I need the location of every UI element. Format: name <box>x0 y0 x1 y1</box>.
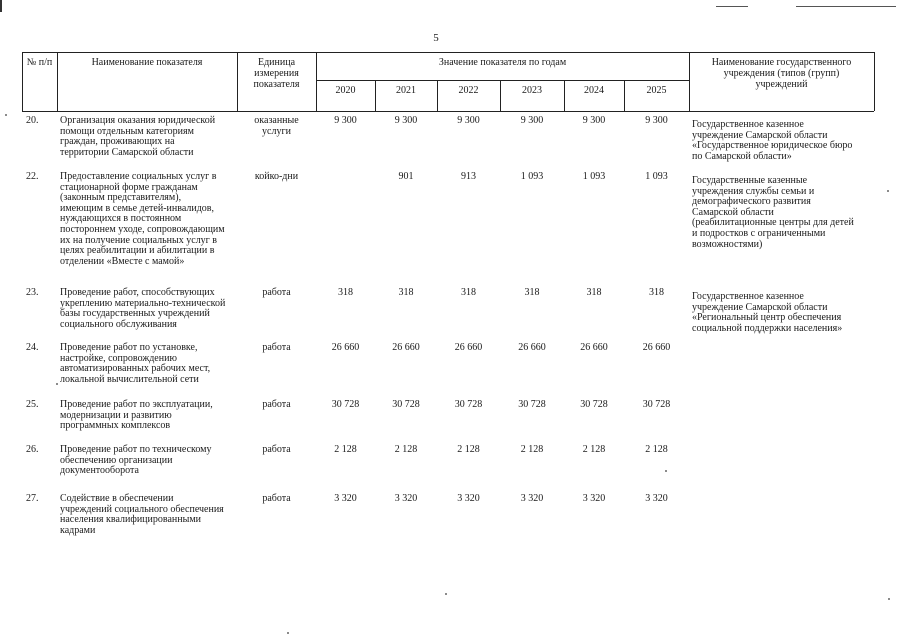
row-value-2021: 901 <box>398 171 414 182</box>
row-value-2025: 2 128 <box>645 444 668 455</box>
scan-artifact-top-left <box>0 0 2 12</box>
row-value-2025: 3 320 <box>645 493 668 504</box>
row-value-2020: 3 320 <box>334 493 357 504</box>
row-number: 23. <box>26 287 39 298</box>
row-indicator-name-line: постороннем уходе, сопровождающим <box>60 223 225 235</box>
row-value-2023: 318 <box>524 287 540 298</box>
row-indicator-name-line: учреждений социального обеспечения <box>60 503 224 515</box>
row-institution-line: Самарской области <box>692 206 774 218</box>
scan-speck <box>665 470 667 472</box>
row-indicator-name-line: их на получение социальных услуг в <box>60 234 218 246</box>
row-value-2020: 2 128 <box>334 444 357 455</box>
row-value-2022: 26 660 <box>454 342 483 353</box>
years-divider-line <box>316 80 689 81</box>
row-unit-line: работа <box>262 399 291 410</box>
row-number: 27. <box>26 493 39 504</box>
row-unit <box>237 343 316 354</box>
row-indicator-name-line: населения квалифицированными <box>60 514 202 526</box>
row-indicator-name-line: (законным представителям), <box>60 192 182 204</box>
row-institution-line: учреждения службы семьи и <box>692 185 815 197</box>
row-value-2024: 9 300 <box>582 115 606 126</box>
row-institution-line: учреждение Самарской области <box>692 129 828 141</box>
row-value-2024: 26 660 <box>580 342 608 353</box>
row-indicator-name-line: Проведение работ по техническому <box>60 444 212 455</box>
row-value-2024: 3 320 <box>582 493 606 504</box>
row-value-2023: 26 660 <box>518 342 546 353</box>
row-unit <box>237 400 316 411</box>
row-indicator-name-line: Организация оказания юридической <box>60 115 216 126</box>
header-num: № п/п <box>26 57 53 68</box>
row-institution-line: «Региональный центр обеспечения <box>692 312 842 324</box>
scan-speck <box>445 593 447 595</box>
row-value-2021: 3 320 <box>394 493 418 504</box>
row-indicator-name-line: стационарной форме гражданам <box>60 181 198 193</box>
row-value-2024: 318 <box>586 287 602 298</box>
row-value-2022: 9 300 <box>457 115 480 126</box>
row-unit <box>237 288 316 299</box>
header-unit-line: измерения <box>254 68 299 79</box>
row-unit-line: работа <box>262 342 291 353</box>
row-indicator-name-line: социального обслуживания <box>60 318 177 330</box>
row-value-2025: 318 <box>649 287 664 298</box>
row-value-2022: 2 128 <box>457 444 480 455</box>
row-indicator-name-line: территории Самарской области <box>60 146 194 158</box>
row-institution-line: Государственное казенное <box>692 119 804 130</box>
row-value-2022: 913 <box>461 171 476 182</box>
header-institution-line: Наименование государственного <box>711 57 852 68</box>
row-indicator-name-line: Предоставление социальных услуг в <box>60 171 217 182</box>
row-indicator-name-line: Проведение работ, способствующих <box>60 287 215 298</box>
row-value-2024: 2 128 <box>582 444 606 455</box>
header-top-line <box>22 52 874 53</box>
header-institution <box>689 57 874 90</box>
row-institution <box>692 176 874 250</box>
row-value-2025: 26 660 <box>642 342 671 353</box>
row-value-2025: 1 093 <box>645 171 668 182</box>
row-indicator-name <box>60 288 238 330</box>
row-indicator-name-line: имеющим в семье детей-инвалидов, <box>60 202 215 214</box>
row-value-2025: 9 300 <box>645 115 668 126</box>
row-unit-line: работа <box>262 444 291 455</box>
row-number: 26. <box>26 444 39 455</box>
scan-speck <box>888 598 890 600</box>
row-institution-line: учреждение Самарской области <box>692 301 828 313</box>
row-indicator-name-line: базы государственных учреждений <box>60 308 210 320</box>
scan-artifact-top-right <box>716 6 748 7</box>
page-number: 5 <box>433 32 439 44</box>
row-institution-line: демографического развития <box>692 196 811 208</box>
row-institution-line: Государственное казенное <box>692 291 804 302</box>
row-value-2024: 30 728 <box>580 399 608 410</box>
row-institution-line: социальной поддержки населения» <box>692 322 843 334</box>
row-value-2025: 30 728 <box>642 399 671 410</box>
row-unit-line: койко-дни <box>254 171 299 182</box>
row-value-2021: 2 128 <box>394 444 418 455</box>
row-value-2020: 318 <box>338 287 353 298</box>
row-indicator-name <box>60 343 238 385</box>
row-unit <box>237 445 316 456</box>
header-bottom-line <box>22 111 874 112</box>
header-institution-line: учреждения (типов (групп) <box>723 68 840 79</box>
row-unit <box>237 494 316 505</box>
row-indicator-name <box>60 445 238 477</box>
row-value-2021: 9 300 <box>394 115 418 126</box>
row-unit-line: услуги <box>262 125 291 137</box>
scan-speck <box>887 190 889 192</box>
header-year: 2022 <box>458 85 479 96</box>
scan-speck <box>5 114 7 116</box>
row-indicator-name-line: документооборота <box>60 465 139 477</box>
row-value-2021: 318 <box>398 287 414 298</box>
scan-speck <box>287 632 289 634</box>
row-value-2023: 30 728 <box>518 399 546 410</box>
row-indicator-name-line: целях реабилитации и абилитации в <box>60 245 215 257</box>
row-value-2023: 3 320 <box>520 493 544 504</box>
row-indicator-name-line: автоматизированных рабочих мест, <box>60 363 211 375</box>
row-indicator-name-line: Содействие в обеспечении <box>60 493 174 504</box>
row-value-2020: 30 728 <box>331 399 360 410</box>
row-value-2022: 318 <box>461 287 476 298</box>
row-indicator-name-line: настройке, сопровождению <box>60 352 177 364</box>
row-indicator-name-line: модернизации и развитию <box>60 409 172 421</box>
row-unit <box>237 172 316 183</box>
row-institution-line: Государственные казенные <box>692 175 808 186</box>
row-indicator-name-line: отделении «Вместе с мамой» <box>60 255 185 267</box>
row-unit-line: оказанные <box>254 115 299 126</box>
header-year: 2020 <box>335 85 356 96</box>
row-number: 24. <box>26 342 39 353</box>
row-institution-line: по Самарской области» <box>692 150 792 162</box>
row-indicator-name <box>60 400 238 432</box>
row-indicator-name-line: локальной вычислительной сети <box>60 373 199 385</box>
row-indicator-name-line: помощи отдельным категориям <box>60 125 194 137</box>
header-year: 2024 <box>584 85 604 96</box>
row-indicator-name <box>60 116 238 158</box>
header-name: Наименование показателя <box>91 57 203 68</box>
row-value-2021: 30 728 <box>392 399 420 410</box>
row-indicator-name-line: обеспечению организации <box>60 454 173 466</box>
header-unit-line: показателя <box>253 79 300 90</box>
row-unit <box>237 116 316 137</box>
row-institution-line: «Государственное юридическое бюро <box>692 140 853 152</box>
row-institution-line: и подростков с ограниченными <box>692 227 826 239</box>
row-value-2024: 1 093 <box>582 171 606 182</box>
row-indicator-name-line: кадрами <box>60 524 96 536</box>
row-number: 25. <box>26 399 39 410</box>
row-indicator-name-line: программных комплексов <box>60 420 171 432</box>
row-value-2020: 9 300 <box>334 115 357 126</box>
row-value-2023: 2 128 <box>520 444 544 455</box>
header-unit <box>237 57 316 90</box>
row-indicator-name-line: Проведение работ по установке, <box>60 342 198 353</box>
header-values-group: Значение показателя по годам <box>438 57 567 68</box>
header-year: 2023 <box>522 85 542 96</box>
row-value-2022: 3 320 <box>457 493 480 504</box>
row-institution <box>692 292 874 334</box>
header-column-border <box>874 52 875 111</box>
header-unit-line: Единица <box>257 57 296 68</box>
scan-speck <box>56 383 58 385</box>
row-value-2023: 1 093 <box>520 171 544 182</box>
row-indicator-name-line: укреплению материально-технической <box>60 297 226 309</box>
row-value-2023: 9 300 <box>520 115 544 126</box>
scan-artifact-top-right-2 <box>796 6 896 7</box>
row-indicator-name-line: граждан, проживающих на <box>60 136 175 148</box>
row-indicator-name-line: Проведение работ по эксплуатации, <box>60 399 213 410</box>
row-indicator-name <box>60 494 238 536</box>
row-unit-line: работа <box>262 287 291 298</box>
row-value-2021: 26 660 <box>392 342 420 353</box>
header-year: 2025 <box>646 85 667 96</box>
row-value-2022: 30 728 <box>454 399 483 410</box>
row-institution-line: возможностями) <box>692 238 763 250</box>
row-institution-line: (реабилитационные центры для детей <box>692 217 854 229</box>
header-year: 2021 <box>396 85 416 96</box>
row-unit-line: работа <box>262 493 291 504</box>
row-number: 20. <box>26 115 39 126</box>
row-indicator-name <box>60 172 238 267</box>
row-value-2020: 26 660 <box>331 342 360 353</box>
header-institution-line: учреждений <box>755 79 808 90</box>
row-institution <box>692 120 874 162</box>
row-indicator-name-line: нуждающихся в постоянном <box>60 213 182 225</box>
row-number: 22. <box>26 171 39 182</box>
